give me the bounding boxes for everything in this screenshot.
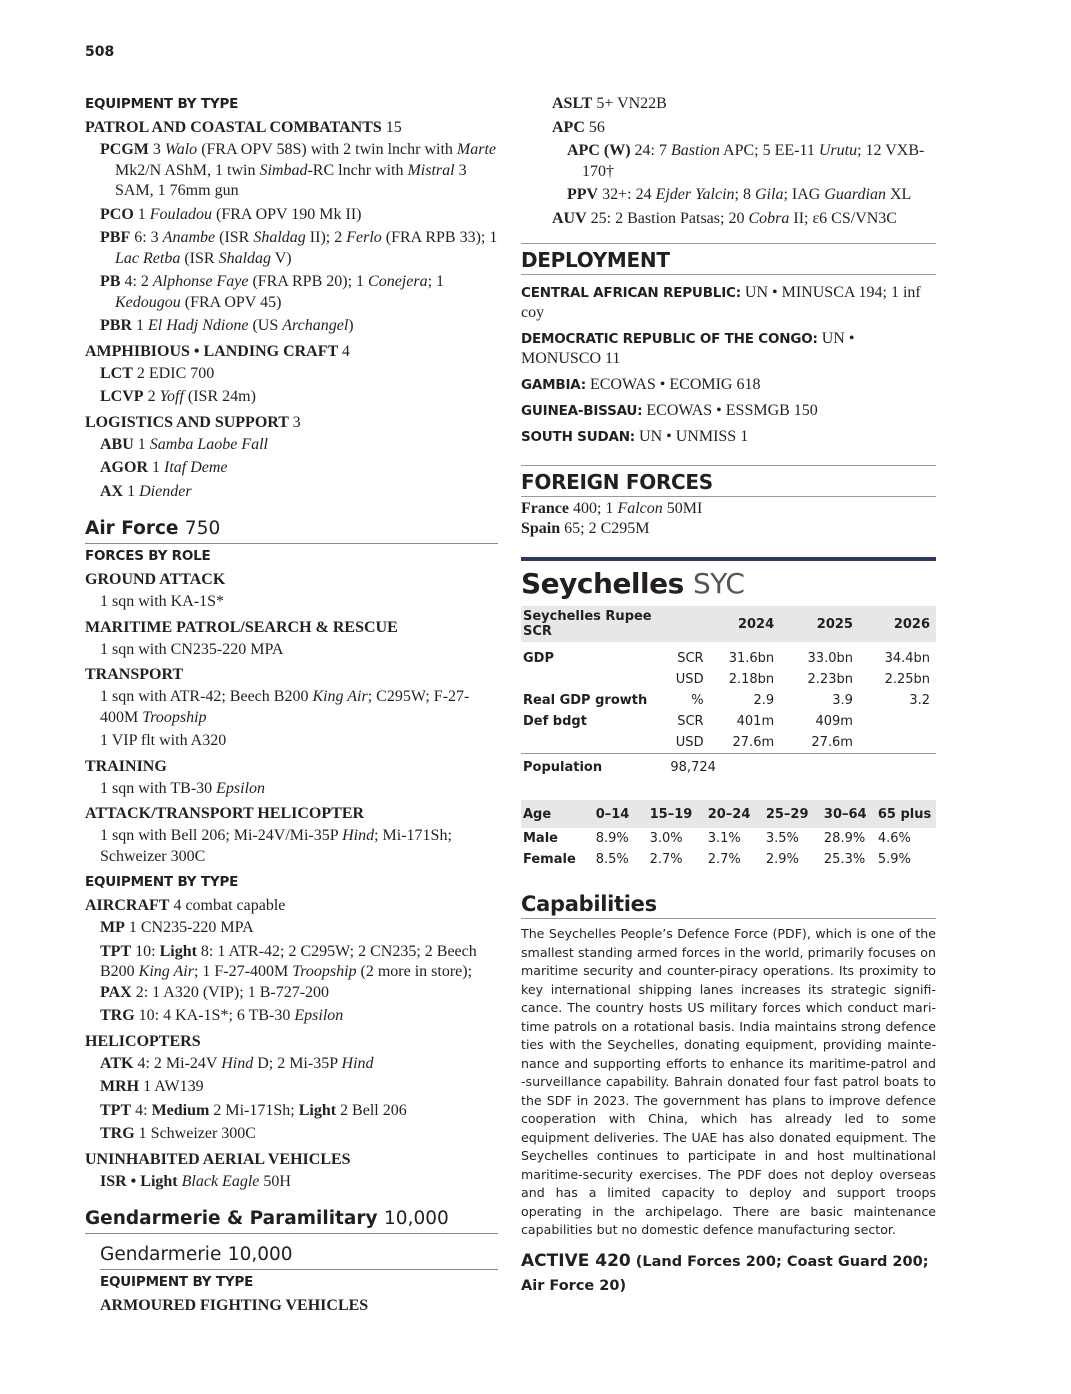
econ-header-2026: 2026 xyxy=(853,606,936,642)
entry-auv: AUV 25: 2 Bastion Patsas; 20 Cobra II; ε6 CS/VN3C xyxy=(552,209,897,227)
entry-ppv: PPV 32+: 24 Ejder Yalcin; 8 Gila; IAG Guardian XL xyxy=(567,186,912,203)
entry-isr: ISR • Light Black Eagle 50H xyxy=(100,1172,291,1190)
entry-abu: ABU 1 Samba Laobe Fall xyxy=(100,435,268,453)
capabilities-heading: Capabilities xyxy=(521,892,936,919)
foreign-forces-heading: FOREIGN FORCES xyxy=(521,465,936,497)
equipment-by-type-air-heading: EQUIPMENT BY TYPE xyxy=(85,874,239,890)
econ-row-gdp-usd: USD 2.18bn 2.23bn 2.25bn xyxy=(675,672,930,687)
air-force-heading: Air Force 750 xyxy=(85,516,498,544)
category-afv: ARMOURED FIGHTING VEHICLES xyxy=(100,1297,369,1314)
forces-by-role-heading: FORCES BY ROLE xyxy=(85,548,211,564)
role-training: TRAINING xyxy=(85,757,167,775)
category-logistics: LOGISTICS AND SUPPORT 3 xyxy=(85,413,301,431)
gendarmerie-heading: Gendarmerie 10,000 xyxy=(100,1242,498,1270)
econ-header-currency: Seychelles Rupee SCR xyxy=(521,606,670,642)
deployment-south-sudan: SOUTH SUDAN: UN • UNMISS 1 xyxy=(521,428,749,445)
unit-maritime-patrol: 1 sqn with CN235-220 MPA xyxy=(100,640,284,658)
econ-row-def-bdgt-usd: USD 27.6m 27.6m xyxy=(675,735,853,750)
economic-table xyxy=(521,606,936,778)
right-column xyxy=(521,92,936,1298)
population-value: 98,724 xyxy=(670,754,936,779)
entry-apc-w: APC (W) 24: 7 Bastion APC; 5 EE-11 Urutu; 12 VXB-170† xyxy=(567,142,925,180)
gendarmerie-paramilitary-heading: Gendarmerie & Paramilitary 10,000 xyxy=(85,1206,498,1234)
deployment-gambia: GAMBIA: ECOWAS • ECOMIG 618 xyxy=(521,376,761,393)
entry-pco: PCO 1 Fouladou (FRA OPV 190 Mk II) xyxy=(100,205,362,223)
entry-agor: AGOR 1 Itaf Deme xyxy=(100,459,228,476)
age-table: Age 0–14 15–19 20–24 25–29 30–64 65 plus Male 8.9% 3.0% 3.1% 3.5% 28.9% 4.6% Female 8.5% 2.7% 2.7% 2.9% 25.3% 5.9% xyxy=(521,800,936,870)
entry-pbr: PBR 1 El Hadj Ndione (US Archangel) xyxy=(100,317,354,334)
entry-heli-trg: TRG 1 Schweizer 300C xyxy=(100,1125,256,1142)
entry-ax: AX 1 Diender xyxy=(100,482,192,500)
role-maritime-patrol: MARITIME PATROL/SEARCH & RESCUE xyxy=(85,618,398,636)
deployment-car: CENTRAL AFRICAN REPUBLIC: UN • MINUSCA 194; 1 inf coy xyxy=(521,284,921,321)
age-row-male: Male 8.9% 3.0% 3.1% 3.5% 28.9% 4.6% xyxy=(523,831,911,846)
unit-transport-2: 1 VIP flt with A320 xyxy=(100,732,227,749)
category-uav: UNINHABITED AERIAL VEHICLES xyxy=(85,1150,351,1168)
gendarmerie-section xyxy=(85,1242,498,1317)
entry-pcgm: PCGM 3 Walo (FRA OPV 58S) with 2 twin lnchr with Marte Mk2/N AShM, 1 twin Simbad-RC lnchr with Mistral 3 SAM, 1 76mm gun xyxy=(100,141,497,199)
age-row-female: Female 8.5% 2.7% 2.7% 2.9% 25.3% 5.9% xyxy=(523,852,911,867)
entry-lcvp: LCVP 2 Yoff (ISR 24m) xyxy=(100,388,256,405)
unit-ground-attack: 1 sqn with KA-1S* xyxy=(100,593,225,610)
active-personnel: ACTIVE 420 (Land Forces 200; Coast Guard 200; Air Force 20) xyxy=(521,1250,929,1294)
deployment-guinea-bissau: GUINEA-BISSAU: ECOWAS • ESSMGB 150 xyxy=(521,402,818,419)
equipment-by-type-heading: EQUIPMENT BY TYPE xyxy=(85,96,239,112)
econ-row-def-bdgt-scr: Def bdgt SCR 401m 409m xyxy=(523,714,853,729)
role-ground-attack: GROUND ATTACK xyxy=(85,571,226,588)
category-aircraft: AIRCRAFT 4 combat capable xyxy=(85,897,286,914)
entry-apc: APC 56 xyxy=(552,118,605,136)
econ-row-real-gdp-growth: Real GDP growth % 2.9 3.9 3.2 xyxy=(523,693,930,708)
econ-row-gdp-scr: GDP SCR 31.6bn 33.0bn 34.4bn xyxy=(523,651,930,666)
unit-transport-1: 1 sqn with ATR-42; Beech B200 King Air; C295W; F-27-400M Troopship xyxy=(100,688,470,726)
page-number: 508 xyxy=(85,44,115,60)
entry-trg: TRG 10: 4 KA-1S*; 6 TB-30 Epsilon xyxy=(100,1007,344,1024)
entry-atk: ATK 4: 2 Mi-24V Hind D; 2 Mi-35P Hind xyxy=(100,1054,374,1072)
deployment-drc: DEMOCRATIC REPUBLIC OF THE CONGO: UN • MONUSCO 11 xyxy=(521,330,855,367)
econ-header-2024: 2024 xyxy=(704,606,775,642)
category-patrol-coastal: PATROL AND COASTAL COMBATANTS 15 xyxy=(85,119,402,136)
entry-mp: MP 1 CN235-220 MPA xyxy=(100,919,254,936)
equipment-by-type-gend-heading: EQUIPMENT BY TYPE xyxy=(100,1274,254,1290)
category-amphibious: AMPHIBIOUS • LANDING CRAFT 4 xyxy=(85,342,350,360)
country-rule xyxy=(521,557,936,561)
unit-training: 1 sqn with TB-30 Epsilon xyxy=(100,779,266,797)
entry-aslt: ASLT 5+ VN22B xyxy=(552,95,667,112)
role-transport: TRANSPORT xyxy=(85,666,184,683)
entry-heli-tpt: TPT 4: Medium 2 Mi-171Sh; Light 2 Bell 206 xyxy=(100,1101,407,1119)
role-attack-transport-helicopter: ATTACK/TRANSPORT HELICOPTER xyxy=(85,805,365,822)
foreign-spain: Spain 65; 2 C295M xyxy=(521,520,650,537)
category-helicopters: HELICOPTERS xyxy=(85,1032,201,1050)
capabilities-text: The Seychelles People’s Defence Force (PDF), which is one of the smallest standing armed forces in the world, primarily focuses on maritime security and counter-piracy operations. Its proximity to key international shipping lanes increases its strategic significance. The country hosts US military forces which conduct maritime patrols on a rotational basis. India maintains strong defence ties with the Seychelles, donating equipment, providing maintenance and supporting efforts to enhance its maritime-patrol and -surveillance capability. Bahrain donated four fast patrol boats to the SDF in 2023. The government has plans to improve defence cooperation with China, which has already led to some equipment deliveries. The UAE has also donated equipment. The Seychelles continues to participate in and host multinational maritime-security exercises. The PDF does not deploy overseas and has a limited capacity to deploy and support troops operating in the archipelago. There are basic maintenance capabilities but no domestic defence manufacturing sector. xyxy=(521,926,936,1237)
econ-row-population: Population 98,724 xyxy=(521,754,936,779)
econ-header-2025: 2025 xyxy=(774,606,853,642)
foreign-france: France 400; 1 Falcon 50MI xyxy=(521,500,703,517)
entry-pbf: PBF 6: 3 Anambe (ISR Shaldag II); 2 Ferlo (FRA RPB 33); 1 Lac Retba (ISR Shaldag V) xyxy=(100,229,498,267)
country-title: Seychelles SYC xyxy=(521,567,745,600)
left-column xyxy=(85,92,498,1317)
entry-lct: LCT 2 EDIC 700 xyxy=(100,364,215,382)
entry-mrh: MRH 1 AW139 xyxy=(100,1078,204,1095)
deployment-heading: DEPLOYMENT xyxy=(521,243,936,275)
entry-pb: PB 4: 2 Alphonse Faye (FRA RPB 20); 1 Conejera; 1 Kedougou (FRA OPV 45) xyxy=(100,273,445,311)
unit-attack-transport-helicopter: 1 sqn with Bell 206; Mi-24V/Mi-35P Hind; Mi-171Sh; Schweizer 300C xyxy=(100,827,452,865)
entry-tpt: TPT 10: Light 8: 1 ATR-42; 2 C295W; 2 CN235; 2 Beech B200 King Air; 1 F-27-400M Troopship (2 more in store); PAX 2: 1 A320 (VIP); 1 B-727-200 xyxy=(100,942,477,1001)
